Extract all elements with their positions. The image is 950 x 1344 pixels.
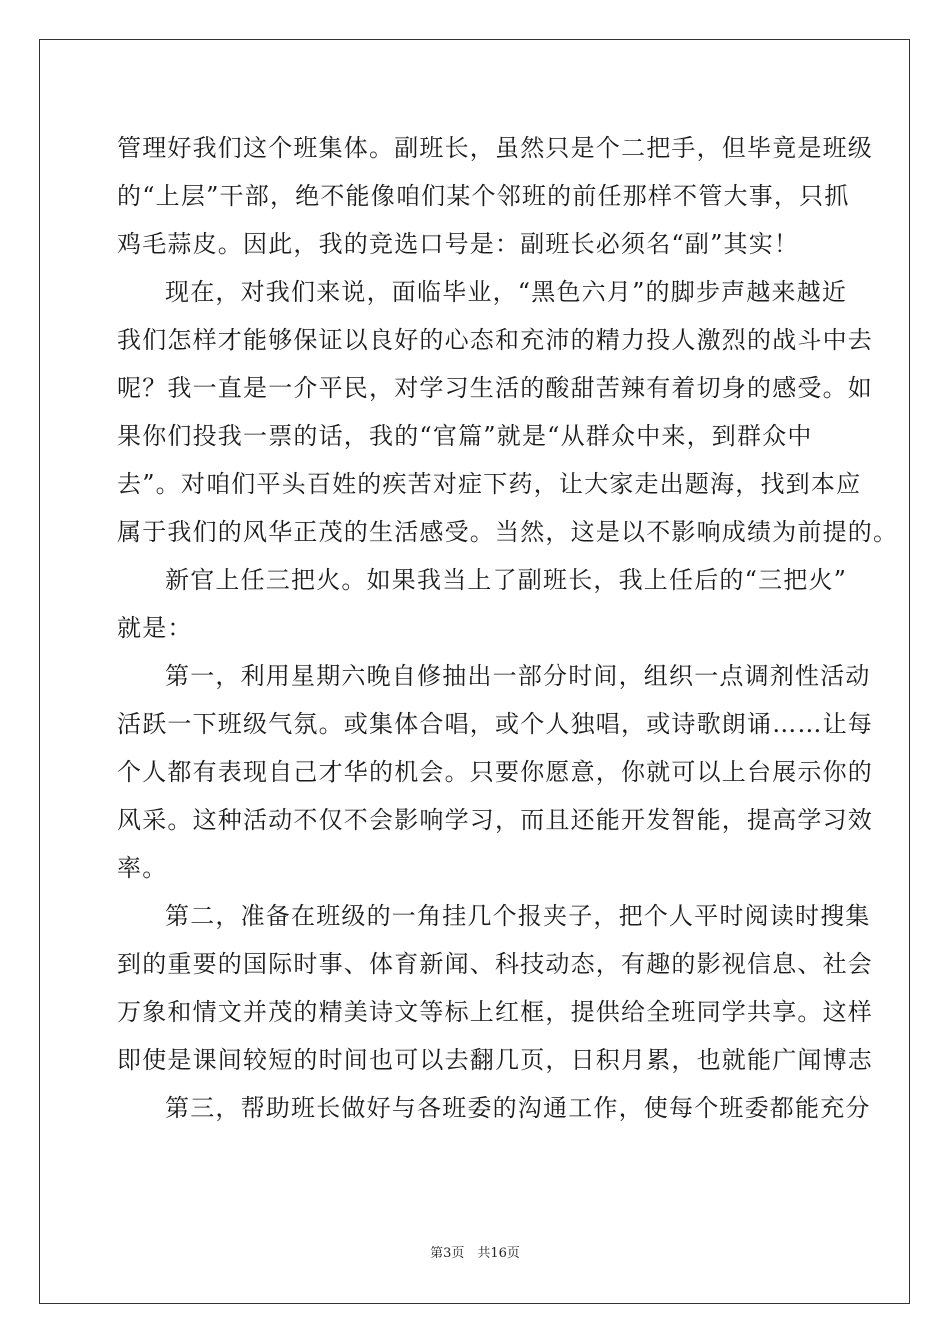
text-line: 呢？我一直是一介平民，对学习生活的酸甜苦辣有着切身的感受。如 xyxy=(117,374,873,402)
paragraph-first-line: 第一，利用星期六晚自修抽出一部分时间，组织一点调剂性活动 xyxy=(165,662,871,690)
paragraph-first-line: 现在，对我们来说，面临毕业，“黑色六月”的脚步声越来越近 xyxy=(165,278,848,306)
paragraph-first-line: 第三，帮助班长做好与各班委的沟通工作，使每个班委都能充分 xyxy=(165,1094,871,1122)
text-line: 我们怎样才能够保证以良好的心态和充沛的精力投人激烈的战斗中去 xyxy=(117,326,873,354)
text-line: 就是： xyxy=(117,614,193,642)
paragraph-first-line: 第二，准备在班级的一角挂几个报夹子，把个人平时阅读时搜集 xyxy=(165,902,871,930)
text-line: 去”。对咱们平头百姓的疾苦对症下药，让大家走出题海，找到本应 xyxy=(117,470,862,498)
page-number-footer: 第3页 共16页 xyxy=(430,1246,520,1261)
text-line: 个人都有表现自己才华的机会。只要你愿意，你就可以上台展示你的 xyxy=(117,758,873,786)
document-body xyxy=(117,124,899,1132)
text-line: 率。 xyxy=(117,854,168,882)
text-line: 活跃一下班级气氛。或集体合唱，或个人独唱，或诗歌朗诵……让每 xyxy=(117,710,873,738)
text-line: 到的重要的国际时事、体育新闻、科技动态，有趣的影视信息、社会 xyxy=(117,950,873,978)
text-line: 果你们投我一票的话，我的“官篇”就是“从群众中来，到群众中 xyxy=(117,422,813,450)
text-line: 属于我们的风华正茂的生活感受。当然，这是以不影响成绩为前提的。 xyxy=(117,518,899,546)
text-line: 的“上层”干部，绝不能像咱们某个邻班的前任那样不管大事，只抓 xyxy=(117,182,850,210)
text-line: 鸡毛蒜皮。因此，我的竞选口号是：副班长必须名“副”其实！ xyxy=(117,230,800,258)
text-line: 风采。这种活动不仅不会影响学习，而且还能开发智能，提高学习效 xyxy=(117,806,873,834)
text-line: 管理好我们这个班集体。副班长，虽然只是个二把手，但毕竟是班级 xyxy=(117,134,873,162)
text-line: 万象和情文并茂的精美诗文等标上红框，提供给全班同学共享。这样 xyxy=(117,998,873,1026)
paragraph-first-line: 新官上任三把火。如果我当上了副班长，我上任后的“三把火” xyxy=(165,566,848,594)
text-line: 即使是课间较短的时间也可以去翻几页，日积月累，也就能广闻博志 xyxy=(117,1046,873,1074)
